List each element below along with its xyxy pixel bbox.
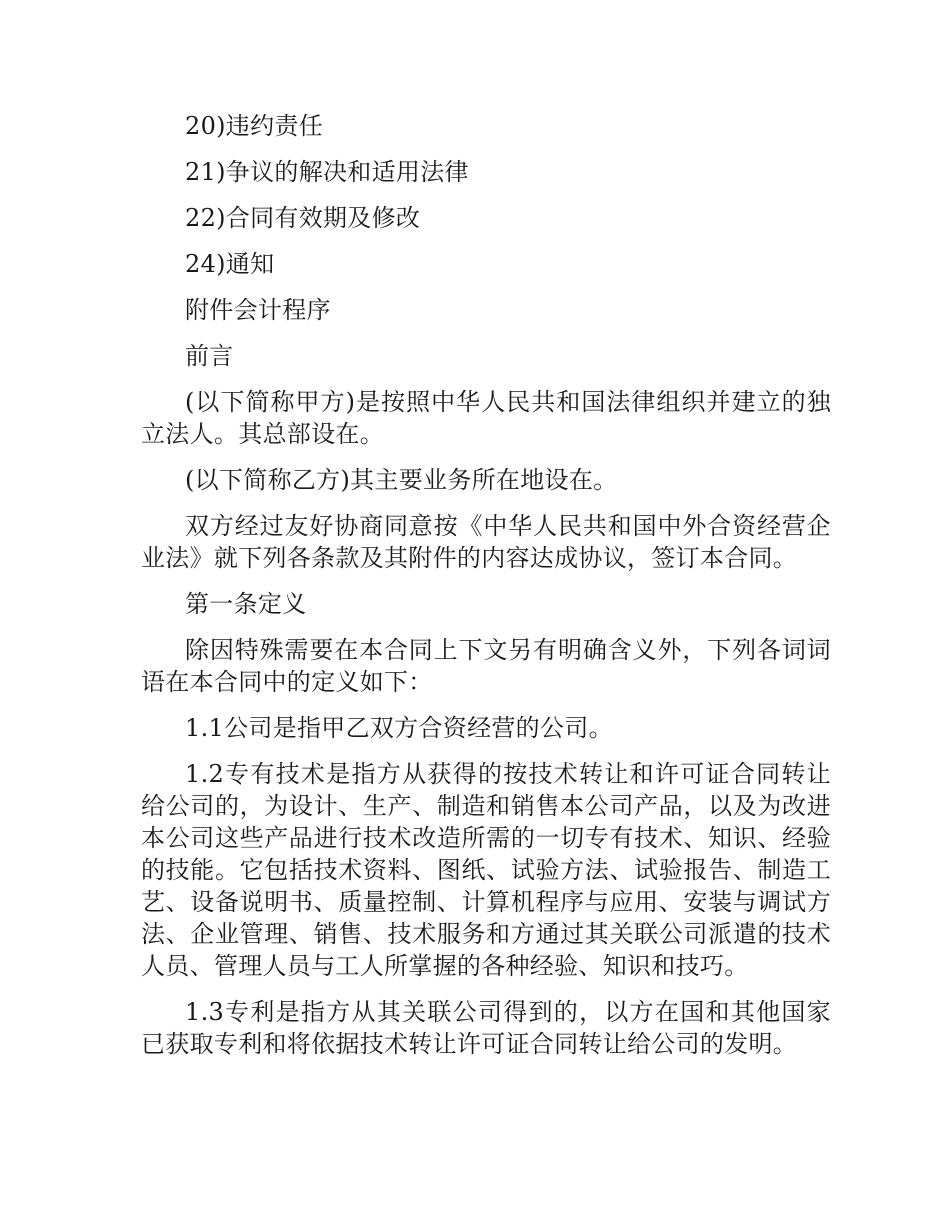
paragraph-party-b: (以下简称乙方)其主要业务所在地设在。 xyxy=(185,466,618,494)
paragraph-definitions-intro: 除因特殊需要在本合同上下文另有明确含义外，下列各词词语在本合同中的定义如下： xyxy=(141,636,831,696)
toc-item-20: 20)违约责任 xyxy=(185,112,324,140)
toc-item-21: 21)争议的解决和适用法律 xyxy=(185,158,469,186)
section-heading-article-1: 第一条定义 xyxy=(185,590,307,618)
toc-item-appendix: 附件会计程序 xyxy=(185,296,331,324)
paragraph-party-a: (以下简称甲方)是按照中华人民共和国法律组织并建立的独立法人。其总部设在。 xyxy=(141,388,831,448)
document-body xyxy=(141,110,831,1074)
section-heading-preface: 前言 xyxy=(185,342,234,370)
toc-item-24: 24)通知 xyxy=(185,250,275,278)
clause-1-1: 1.1公司是指甲乙双方合资经营的公司。 xyxy=(185,714,613,742)
clause-1-3: 1.3专利是指方从其关联公司得到的，以方在国和其他国家已获取专利和将依据技术转让许可证合同转让给公司的发明。 xyxy=(141,998,831,1058)
toc-item-22: 22)合同有效期及修改 xyxy=(185,204,421,232)
paragraph-agreement: 双方经过友好协商同意按《中华人民共和国中外合资经营企业法》就下列各条款及其附件的内容达成协议，签订本合同。 xyxy=(141,512,831,572)
clause-1-2: 1.2专有技术是指方从获得的按技术转让和许可证合同转让给公司的，为设计、生产、制造和销售本公司产品，以及为改进本公司这些产品进行技术改造所需的一切专有技术、知识、经验的技能。它包括技术资料、图纸、试验方法、试验报告、制造工艺、设备说明书、质量控制、计算机程序与应用、安装与调试方法、企业管理、销售、技术服务和方通过其关联公司派遣的技术人员、管理人员与工人所掌握的各种经验、知识和技巧。 xyxy=(141,760,831,980)
